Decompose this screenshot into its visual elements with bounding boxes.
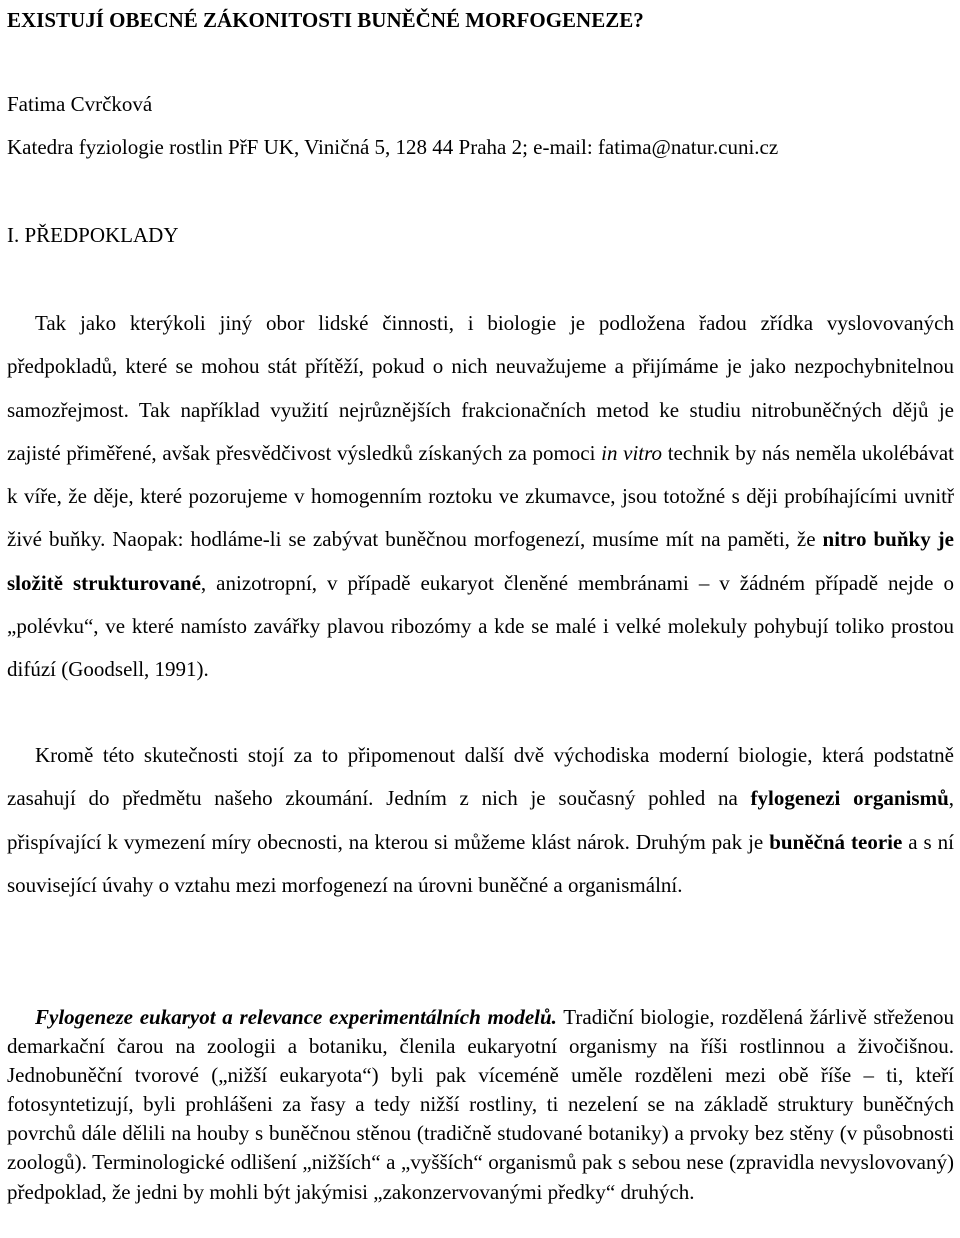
bold-emphasis: buněčná teorie [769,829,903,854]
document-title: EXISTUJÍ OBECNÉ ZÁKONITOSTI BUNĚČNÉ MORFOGENEZE? [7,8,644,32]
paragraph-text: a s ní související úvahy o vztahu mezi morfogenezí na úrovni buněčné a organismální. [7,829,955,897]
bold-emphasis: fylogenezi organismů [750,786,949,811]
paragraph-text: , přispívající k vymezení míry obecnosti, na kterou si můžeme klást nárok. Druhým pak je [7,786,954,854]
author-name: Fatima Cvrčková [7,92,153,116]
paragraph-text: Tak jako kterýkoli jiný obor lidské činnosti, i biologie je podložena řadou zřídka vyslovovaných předpokladů, které se mohou stát přítěží, pokud o nich neuvažujeme a přijímáme je jako nezpochybnitelnou samozřejmost. Tak například využití nejrůznějších frakcionačních metod ke studiu nitrobuněčných dějů je zajisté přiměřené, avšak přesvědčivost výsledků získaných za pomoci [7,311,954,465]
bold-emphasis: nitro buňky je složitě strukturované [7,527,954,595]
author-affiliation: Katedra fyziologie rostlin PřF UK, Viničná 5, 128 44 Praha 2; e-mail: fatima@natur.cuni.cz [7,135,779,159]
paragraph-text: Tradiční biologie, rozdělená žárlivě střeženou demarkační čarou na zoologii a botaniku, členila eukaryotní organismy na říši rostlinnou a živočišnou. Jednobuněční tvorové („nižší eukaryota“) byli pak víceméně uměle rozděleni mezi obě říše – ti, kteří fotosyntetizují, byli prohlášeni za řasy a tedy nižší rostliny, ti nezelení se na základě struktury buněčných povrchů dále dělili na houby s buněčnou stěnou (tradičně studované botaniky) a prvoky bez stěny (v působnosti zoologů). Terminologické odlišení „nižších“ a „vyšších“ organismů pak s sebou nese (zpravidla nevyslovovaný) předpoklad, že jedni by mohli být jakýmisi „zakonzervovanými předky“ druhých. [7,1005,954,1204]
paragraph-text: Kromě této skutečnosti stojí za to připomenout další dvě východiska moderní biologie, která podstatně zasahují do předmětu našeho zkoumání. Jedním z nich je současný pohled na [7,743,954,811]
subsection-run-in-heading: Fylogeneze eukaryot a relevance experimentálních modelů. [35,1005,557,1029]
paragraph-text: , anizotropní, v případě eukaryot členěné membránami – v žádném případě nejde o „polévku“, ve které namísto zavářky plavou ribozómy a kde se malé i velké molekuly pohybují toliko prostou difúzí (Goodsell, 1991). [7,570,954,682]
section-heading: I. PŘEDPOKLADY [7,223,179,247]
paragraph-text: technik by nás neměla ukolébávat k víře, že děje, které pozorujeme v homogenním roztoku ve zkumavce, jsou totožné s ději probíhajícími uvnitř živé buňky. Naopak: hodláme-li se zabývat buněčnou morfogenezí, musíme mít na paměti, že [7,440,955,552]
paragraph-premises-continued [7,734,954,907]
paragraph-phylogeny [7,1003,954,1207]
paragraph-premises [7,302,954,692]
italic-term: in vitro [601,440,663,465]
